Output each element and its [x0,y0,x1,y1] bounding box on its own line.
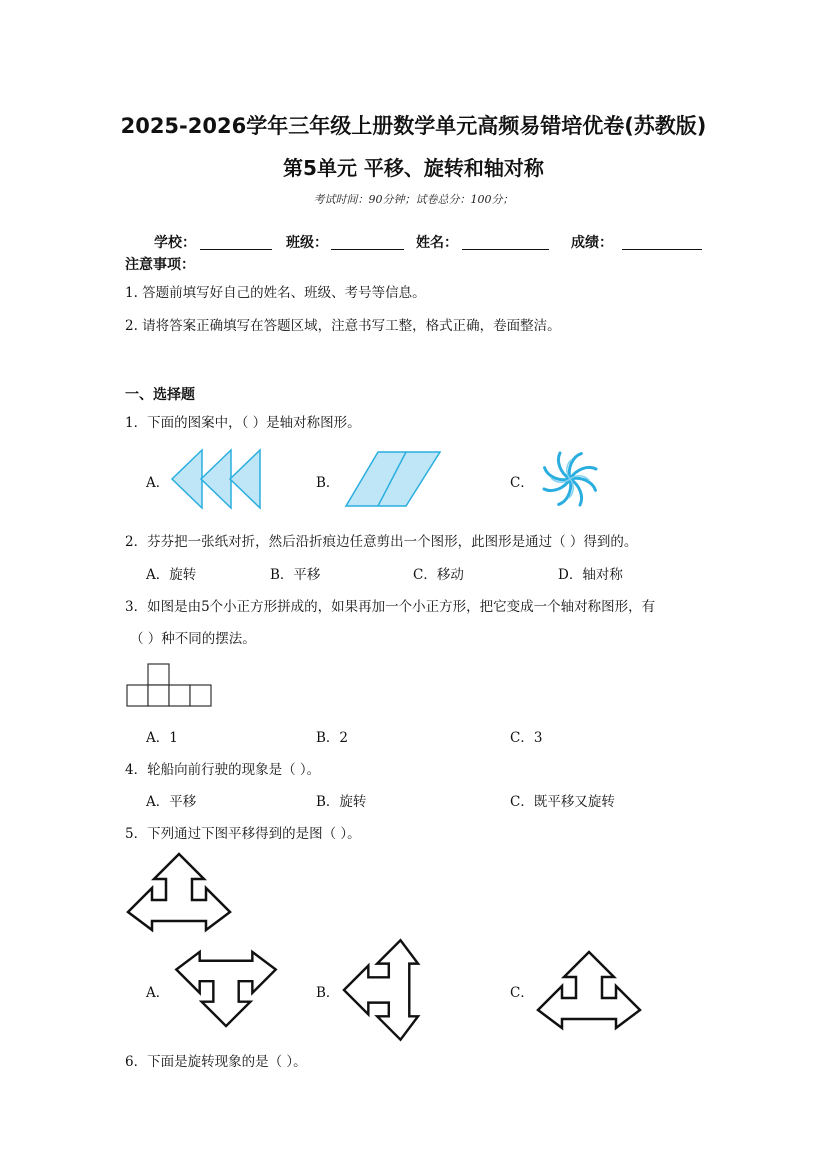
q3-option-c[interactable]: C．3 [510,730,543,746]
name-label: 姓名： [416,235,458,251]
question-1-stem: 1．下面的图案中，（ ）是轴对称图形。 [125,415,361,431]
arrow-figure-option-c [536,950,644,1030]
class-label: 班级： [286,235,328,251]
exam-info: 考试时间：90分钟；试卷总分：100分； [313,193,514,206]
pinwheel-figure [534,446,606,512]
name-blank[interactable] [462,249,549,250]
question-5-stem: 5．下列通过下图平移得到的是图（ ）。 [125,826,361,842]
unit-title: 第5单元 平移、旋转和轴对称 [283,156,544,180]
q1-option-b[interactable]: B． [316,475,340,491]
q3-option-b[interactable]: B．2 [316,730,349,746]
q2-option-a[interactable]: A．旋转 [146,567,197,583]
triangles-figure [170,448,264,510]
section-heading: 一、选择题 [125,387,195,403]
question-3-stem-line2: （ ）种不同的摆法。 [130,631,256,647]
squares-figure [126,663,214,709]
arrow-figure-option-b [342,935,420,1043]
q3-option-a[interactable]: A．1 [146,730,178,746]
q2-option-d[interactable]: D．轴对称 [558,567,623,583]
score-blank[interactable] [622,249,702,250]
q4-option-b[interactable]: B．旋转 [316,794,367,810]
q5-option-a[interactable]: A． [146,985,170,1001]
school-label: 学校： [154,235,196,251]
q5-option-b[interactable]: B． [316,985,340,1001]
class-blank[interactable] [331,249,404,250]
question-6-stem: 6．下面是旋转现象的是（ ）。 [125,1054,307,1070]
arrow-figure-option-a [172,950,282,1028]
school-blank[interactable] [200,249,272,250]
q2-option-b[interactable]: B．平移 [270,567,321,583]
note-item: 1. 答题前填写好自己的姓名、班级、考号等信息。 [125,285,426,301]
question-3-stem-line1: 3．如图是由5个小正方形拼成的，如果再加一个小正方形，把它变成一个轴对称图形，有 [125,599,656,615]
question-2-stem: 2．芬芬把一张纸对折，然后沿折痕边任意剪出一个图形，此图形是通过（ ）得到的。 [125,534,638,550]
arrow-figure-original [126,852,234,932]
q1-option-c[interactable]: C． [510,475,534,491]
question-4-stem: 4．轮船向前行驶的现象是（ ）。 [125,762,321,778]
q4-option-a[interactable]: A．平移 [146,794,197,810]
q5-option-c[interactable]: C． [510,985,534,1001]
parallelogram-figure [344,450,442,508]
page-title: 2025-2026学年三年级上册数学单元高频易错培优卷(苏教版) [120,114,707,138]
note-item: 2. 请将答案正确填写在答题区域，注意书写工整，格式正确，卷面整洁。 [125,318,561,334]
q2-option-c[interactable]: C．移动 [413,567,464,583]
score-label: 成绩： [571,235,613,251]
q4-option-c[interactable]: C．既平移又旋转 [510,794,615,810]
q1-option-a[interactable]: A． [146,475,170,491]
notes-heading: 注意事项： [125,257,195,273]
